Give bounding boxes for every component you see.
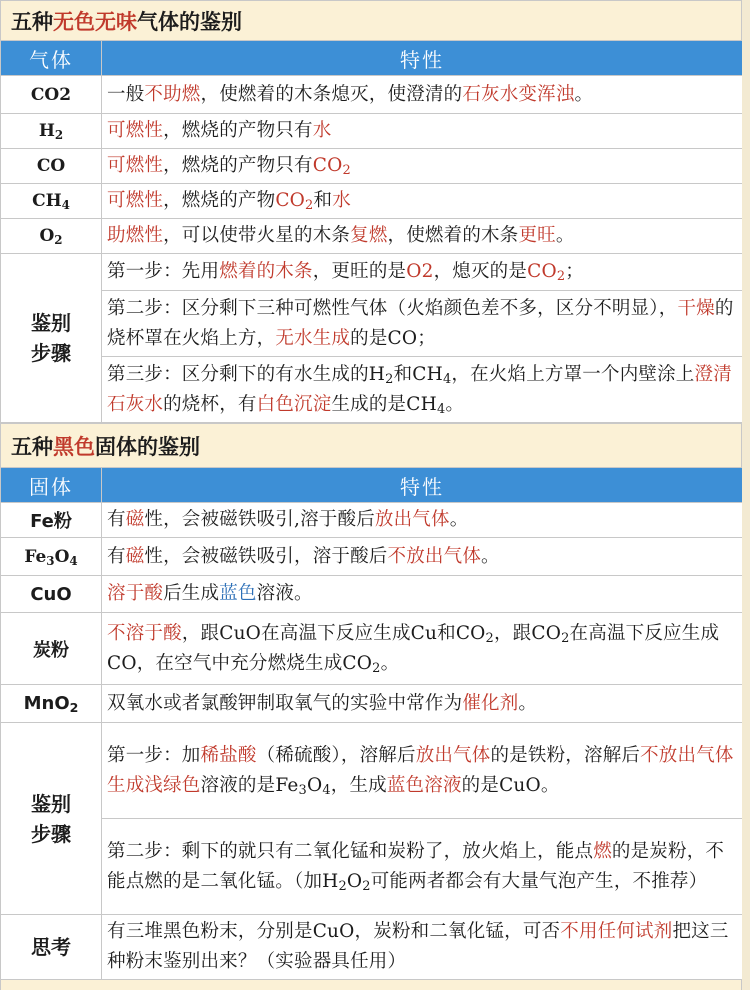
solid-header-col1: 固体	[1, 468, 102, 503]
table-row	[1, 149, 743, 184]
gas-label-co2: CO2	[1, 76, 102, 114]
table-row	[1, 819, 743, 915]
section1-title	[0, 0, 742, 40]
gas-label-o2: $O_2$	[1, 219, 102, 254]
section2-title-part1: 五种	[11, 434, 53, 459]
table-row	[1, 915, 743, 980]
solid-label-fe3o4: $Fe_3O_4$	[1, 538, 102, 576]
gas-table-header	[1, 41, 743, 76]
solid-table-header	[1, 468, 743, 503]
table-row	[1, 503, 743, 538]
solid-header-col2: 特性	[102, 468, 743, 503]
table-row	[1, 357, 743, 423]
gas-step1: 第一步：先用燃着的木条，更旺的是O2，熄灭的是$CO_2$；	[102, 254, 743, 291]
gas-desc-h2: 可燃性，燃烧的产物只有水	[102, 114, 743, 149]
solid-desc-carbon: 不溶于酸，跟CuO在高温下反应生成Cu和$CO_2$，跟$CO_2$在高温下反应生成CO，在空气中充分燃烧生成$CO_2$。	[102, 613, 743, 685]
solid-label-carbon: 炭粉	[1, 613, 102, 685]
table-row	[1, 291, 743, 357]
table-footer-strip	[0, 980, 742, 990]
gas-label-co: CO	[1, 149, 102, 184]
solid-step2: 第二步：剩下的就只有二氧化锰和炭粉了，放火焰上，能点燃的是炭粉，不能点燃的是二氧化锰。（加$H_2O_2$可能两者都会有大量气泡产生，不推荐）	[102, 819, 743, 915]
solid-label-fe: Fe粉	[1, 503, 102, 538]
gas-label-h2: $H_2$	[1, 114, 102, 149]
solid-desc-fe3o4: 有磁性，会被磁铁吸引，溶于酸后不放出气体。	[102, 538, 743, 576]
section2-title-highlight: 黑色	[53, 434, 95, 459]
solid-step1: 第一步：加稀盐酸（稀硫酸），溶解后放出气体的是铁粉，溶解后不放出气体生成浅绿色溶液的是$Fe_3O_4$，生成蓝色溶液的是CuO。	[102, 723, 743, 819]
gas-step3: 第三步：区分剩下的有水生成的$H_2$和$CH_4$，在火焰上方罩一个内壁涂上澄清石灰水的烧杯，有白色沉淀生成的是$CH_4$。	[102, 357, 743, 423]
gas-header-col1: 气体	[1, 41, 102, 76]
solid-table	[0, 467, 742, 980]
section1-title-part1: 五种	[11, 9, 53, 34]
solid-desc-fe: 有磁性，会被磁铁吸引,溶于酸后放出气体。	[102, 503, 743, 538]
think-label: 思考	[1, 915, 102, 980]
gas-step2: 第二步：区分剩下三种可燃性气体（火焰颜色差不多，区分不明显），干燥的烧杯罩在火焰上方，无水生成的是CO；	[102, 291, 743, 357]
table-row	[1, 254, 743, 291]
gas-desc-co: 可燃性，燃烧的产物只有$CO_2$	[102, 149, 743, 184]
table-row	[1, 538, 743, 576]
table-row	[1, 723, 743, 819]
solid-steps-label: 鉴别 步骤	[1, 723, 102, 915]
gas-header-col2: 特性	[102, 41, 743, 76]
table-row	[1, 76, 743, 114]
gas-desc-co2: 一般不助燃，使燃着的木条熄灭，使澄清的石灰水变浑浊。	[102, 76, 743, 114]
section1-title-highlight: 无色无味	[53, 9, 137, 34]
gas-desc-o2: 助燃性，可以使带火星的木条复燃，使燃着的木条更旺。	[102, 219, 743, 254]
table-row	[1, 576, 743, 613]
table-row	[1, 184, 743, 219]
section2-title	[0, 423, 742, 467]
gas-desc-ch4: 可燃性，燃烧的产物$CO_2$和水	[102, 184, 743, 219]
table-row	[1, 685, 743, 723]
solid-label-mno2: MnO$_2$	[1, 685, 102, 723]
gas-label-ch4: $CH_4$	[1, 184, 102, 219]
solid-label-cuo: CuO	[1, 576, 102, 613]
table-row	[1, 219, 743, 254]
right-edge-strip	[742, 0, 750, 990]
gas-table	[0, 40, 742, 423]
gas-steps-label: 鉴别 步骤	[1, 254, 102, 423]
section1-title-part3: 气体的鉴别	[137, 9, 242, 34]
think-question: 有三堆黑色粉末，分别是CuO，炭粉和二氧化锰，可否不用任何试剂把这三种粉末鉴别出来？（实验器具任用）	[102, 915, 743, 980]
section2-title-part3: 固体的鉴别	[95, 434, 200, 459]
solid-desc-mno2: 双氧水或者氯酸钾制取氧气的实验中常作为催化剂。	[102, 685, 743, 723]
table-row	[1, 613, 743, 685]
solid-desc-cuo: 溶于酸后生成蓝色溶液。	[102, 576, 743, 613]
table-row	[1, 114, 743, 149]
